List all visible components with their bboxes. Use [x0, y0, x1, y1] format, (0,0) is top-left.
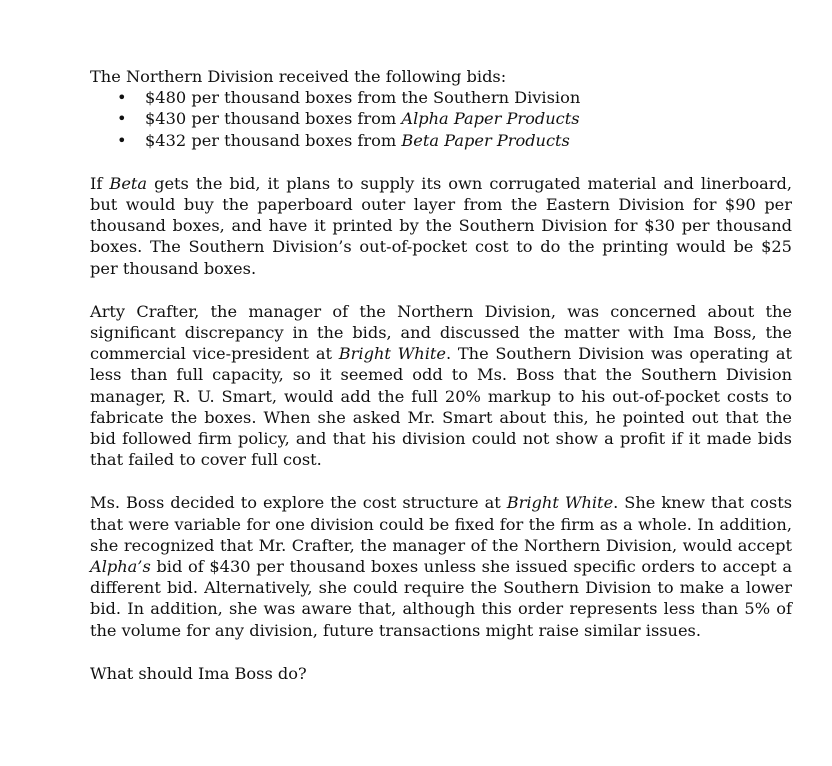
italic-beta: Beta — [109, 173, 148, 193]
bids-list — [90, 87, 792, 151]
bid-item-beta — [90, 130, 792, 151]
paragraph-crafter-concern — [90, 301, 792, 471]
bid-source: Beta Paper Products — [401, 130, 570, 150]
bids-intro: The Northern Division received the following bids: — [90, 67, 507, 86]
italic-alpha: Alpha’s — [90, 557, 151, 577]
paragraph-text: bid of $430 per thousand boxes unless she issued specific orders to accept a different bid. Alternatively, she could require the Southern Division to make a lower bid. In addition, she was aware that, although this order represents less than 5% of the volume for any division, future transactions might raise similar issues. — [90, 557, 792, 640]
paragraph-text: gets the bid, it plans to supply its own corrugated material and linerboard, but would buy the paperboard outer layer from the Eastern Division for $90 per thousand boxes, and have it printed by the Southern Division for $30 per thousand boxes. The Southern Division’s out-of-pocket cost to do the printing would be $25 per thousand boxes. — [90, 173, 792, 278]
closing-question: What should Ima Boss do? — [90, 663, 307, 683]
paragraph-boss-decision — [90, 492, 792, 640]
lead-word: If — [90, 173, 110, 193]
paragraph-beta-supply — [90, 173, 792, 279]
paragraph-text: Ms. Boss decided to explore the cost structure at — [90, 493, 507, 513]
italic-bright-white: Bright White — [338, 344, 446, 364]
bullet-icon: • — [117, 109, 127, 129]
italic-bright-white: Bright White — [506, 493, 614, 513]
bid-item-alpha — [90, 108, 792, 129]
bullet-icon: • — [117, 88, 127, 108]
bid-source: Alpha Paper Products — [401, 109, 580, 129]
paragraph-text: . She knew that costs that were variable for one division could be fixed for the firm as a whole. In addition, she recognized that Mr. Crafter, the manager of the Northern Division, would accept — [90, 493, 793, 555]
bid-text: $430 per thousand boxes from — [145, 109, 402, 129]
paragraph-text: . The Southern Division was operating at less than full capacity, so it seemed odd to Ms. Boss that the Southern Division manager, R. U. Smart, would add the full 20% markup to his out-of-pocket costs to fabricate the boxes. When she asked Mr. Smart about this, he pointed out that the bid followed firm policy, and that his division could not show a profit if it made bids that failed to cover full cost. — [90, 344, 793, 470]
bid-text: $432 per thousand boxes from — [145, 130, 402, 150]
paragraph-text: Arty Crafter, the manager of the Northern Division, was concerned about the significant discrepancy in the bids, and discussed the matter with Ima Boss, the commercial vice-president at — [90, 301, 792, 364]
case-text — [90, 66, 792, 684]
bullet-icon: • — [117, 130, 127, 150]
bid-text: $480 per thousand boxes from the Southern Division — [145, 88, 581, 108]
bid-item-southern — [90, 87, 792, 108]
